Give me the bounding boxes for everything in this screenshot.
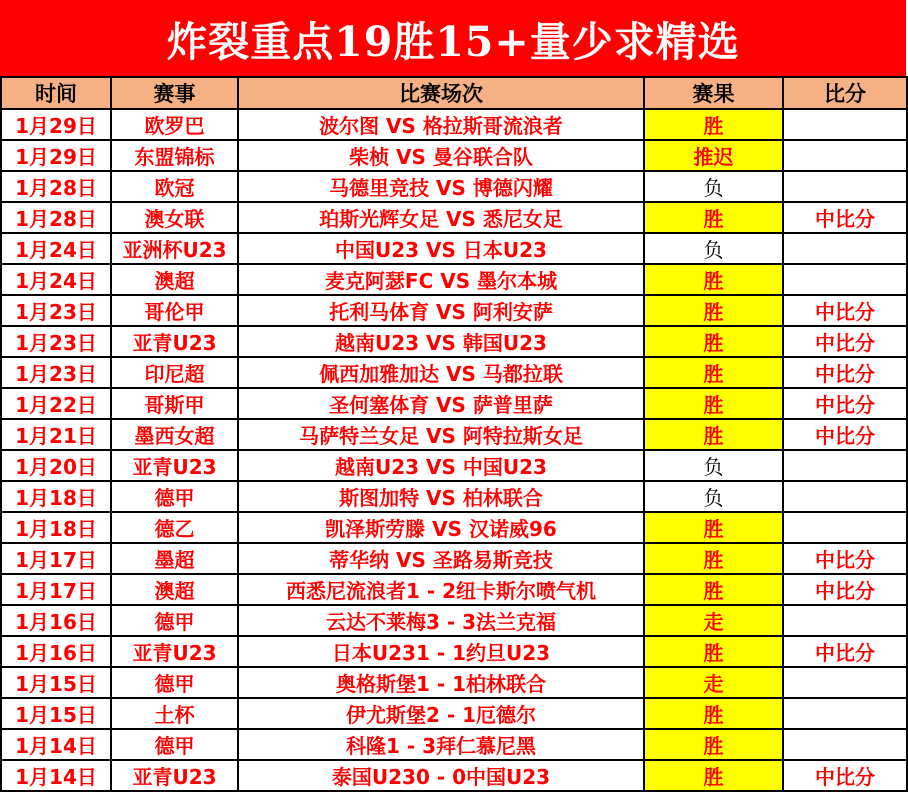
cell-match: 科隆1 - 3拜仁慕尼黑 (238, 729, 644, 760)
cell-match: 马萨特兰女足 VS 阿特拉斯女足 (238, 419, 644, 450)
col-header-time: 时间 (1, 77, 111, 109)
cell-league: 东盟锦标 (111, 140, 238, 171)
cell-league: 澳超 (111, 574, 238, 605)
cell-league: 澳女联 (111, 202, 238, 233)
cell-date: 1月23日 (1, 326, 111, 357)
cell-result: 走 (644, 667, 783, 698)
cell-result: 走 (644, 605, 783, 636)
cell-date: 1月24日 (1, 264, 111, 295)
table-row (1, 760, 907, 791)
cell-match: 越南U23 VS 中国U23 (238, 450, 644, 481)
table-row (1, 233, 907, 264)
table-row (1, 295, 907, 326)
results-table (0, 76, 908, 792)
cell-score: 中比分 (783, 574, 907, 605)
cell-score (783, 512, 907, 543)
cell-result: 胜 (644, 636, 783, 667)
cell-date: 1月15日 (1, 667, 111, 698)
cell-date: 1月29日 (1, 109, 111, 140)
cell-date: 1月18日 (1, 512, 111, 543)
col-header-league: 赛事 (111, 77, 238, 109)
table-row (1, 202, 907, 233)
cell-date: 1月28日 (1, 202, 111, 233)
cell-result: 胜 (644, 357, 783, 388)
cell-league: 亚青U23 (111, 326, 238, 357)
cell-league: 亚青U23 (111, 450, 238, 481)
cell-league: 德甲 (111, 605, 238, 636)
table-row (1, 574, 907, 605)
cell-score: 中比分 (783, 326, 907, 357)
cell-score (783, 109, 907, 140)
cell-score (783, 140, 907, 171)
col-header-match: 比赛场次 (238, 77, 644, 109)
banner (0, 0, 906, 76)
cell-match: 斯图加特 VS 柏林联合 (238, 481, 644, 512)
cell-result: 胜 (644, 109, 783, 140)
cell-match: 云达不莱梅3 - 3法兰克福 (238, 605, 644, 636)
cell-league: 德乙 (111, 512, 238, 543)
cell-match: 西悉尼流浪者1 - 2纽卡斯尔喷气机 (238, 574, 644, 605)
cell-league: 土杯 (111, 698, 238, 729)
cell-match: 蒂华纳 VS 圣路易斯竞技 (238, 543, 644, 574)
table-row (1, 419, 907, 450)
table-row (1, 481, 907, 512)
cell-score (783, 605, 907, 636)
table-row (1, 109, 907, 140)
table-row (1, 357, 907, 388)
cell-score: 中比分 (783, 543, 907, 574)
cell-league: 亚青U23 (111, 760, 238, 791)
table-row (1, 729, 907, 760)
cell-score (783, 233, 907, 264)
cell-score (783, 667, 907, 698)
cell-match: 珀斯光辉女足 VS 悉尼女足 (238, 202, 644, 233)
cell-result: 负 (644, 450, 783, 481)
table-row (1, 605, 907, 636)
cell-score: 中比分 (783, 419, 907, 450)
cell-result: 胜 (644, 698, 783, 729)
table-row (1, 171, 907, 202)
cell-league: 哥斯甲 (111, 388, 238, 419)
cell-date: 1月16日 (1, 636, 111, 667)
cell-date: 1月20日 (1, 450, 111, 481)
cell-score (783, 450, 907, 481)
cell-match: 越南U23 VS 韩国U23 (238, 326, 644, 357)
cell-score: 中比分 (783, 295, 907, 326)
cell-league: 亚青U23 (111, 636, 238, 667)
cell-league: 德甲 (111, 481, 238, 512)
cell-result: 负 (644, 481, 783, 512)
cell-match: 凯泽斯劳滕 VS 汉诺威96 (238, 512, 644, 543)
cell-result: 负 (644, 233, 783, 264)
cell-date: 1月24日 (1, 233, 111, 264)
cell-league: 亚洲杯U23 (111, 233, 238, 264)
cell-date: 1月28日 (1, 171, 111, 202)
col-header-score: 比分 (783, 77, 907, 109)
table-row (1, 667, 907, 698)
cell-match: 伊尤斯堡2 - 1厄德尔 (238, 698, 644, 729)
cell-score (783, 698, 907, 729)
cell-match: 波尔图 VS 格拉斯哥流浪者 (238, 109, 644, 140)
cell-score: 中比分 (783, 636, 907, 667)
cell-league: 哥伦甲 (111, 295, 238, 326)
cell-league: 墨西女超 (111, 419, 238, 450)
cell-match: 奥格斯堡1 - 1柏林联合 (238, 667, 644, 698)
cell-result: 胜 (644, 388, 783, 419)
cell-match: 圣何塞体育 VS 萨普里萨 (238, 388, 644, 419)
cell-date: 1月23日 (1, 357, 111, 388)
cell-score (783, 481, 907, 512)
cell-league: 墨超 (111, 543, 238, 574)
cell-result: 胜 (644, 295, 783, 326)
table-row (1, 512, 907, 543)
cell-match: 日本U231 - 1约旦U23 (238, 636, 644, 667)
table-row (1, 388, 907, 419)
cell-match: 中国U23 VS 日本U23 (238, 233, 644, 264)
table-row (1, 326, 907, 357)
table-row (1, 140, 907, 171)
cell-score (783, 729, 907, 760)
table-row (1, 450, 907, 481)
cell-league: 欧冠 (111, 171, 238, 202)
cell-league: 德甲 (111, 667, 238, 698)
cell-league: 澳超 (111, 264, 238, 295)
cell-date: 1月22日 (1, 388, 111, 419)
cell-result: 胜 (644, 729, 783, 760)
cell-match: 麦克阿瑟FC VS 墨尔本城 (238, 264, 644, 295)
cell-result: 胜 (644, 543, 783, 574)
cell-date: 1月15日 (1, 698, 111, 729)
cell-date: 1月17日 (1, 574, 111, 605)
cell-league: 德甲 (111, 729, 238, 760)
cell-date: 1月21日 (1, 419, 111, 450)
banner-title: 炸裂重点19胜15+量少求精选 (166, 17, 740, 66)
cell-result: 胜 (644, 760, 783, 791)
cell-result: 胜 (644, 264, 783, 295)
table-row (1, 698, 907, 729)
cell-league: 欧罗巴 (111, 109, 238, 140)
cell-score: 中比分 (783, 760, 907, 791)
cell-score (783, 171, 907, 202)
col-header-result: 赛果 (644, 77, 783, 109)
cell-score: 中比分 (783, 388, 907, 419)
cell-match: 柴桢 VS 曼谷联合队 (238, 140, 644, 171)
cell-match: 佩西加雅加达 VS 马都拉联 (238, 357, 644, 388)
cell-date: 1月29日 (1, 140, 111, 171)
cell-date: 1月16日 (1, 605, 111, 636)
cell-date: 1月23日 (1, 295, 111, 326)
cell-date: 1月18日 (1, 481, 111, 512)
cell-result: 负 (644, 171, 783, 202)
cell-match: 托利马体育 VS 阿利安萨 (238, 295, 644, 326)
cell-league: 印尼超 (111, 357, 238, 388)
cell-match: 泰国U230 - 0中国U23 (238, 760, 644, 791)
table-row (1, 636, 907, 667)
cell-score: 中比分 (783, 202, 907, 233)
cell-score (783, 264, 907, 295)
results-table-body (1, 109, 907, 791)
cell-result: 胜 (644, 326, 783, 357)
cell-result: 胜 (644, 419, 783, 450)
cell-result: 推迟 (644, 140, 783, 171)
cell-result: 胜 (644, 202, 783, 233)
cell-result: 胜 (644, 512, 783, 543)
cell-date: 1月14日 (1, 760, 111, 791)
cell-date: 1月14日 (1, 729, 111, 760)
cell-match: 马德里竞技 VS 博德闪耀 (238, 171, 644, 202)
cell-date: 1月17日 (1, 543, 111, 574)
cell-result: 胜 (644, 574, 783, 605)
cell-score: 中比分 (783, 357, 907, 388)
table-row (1, 264, 907, 295)
header-row (1, 77, 907, 109)
table-row (1, 543, 907, 574)
